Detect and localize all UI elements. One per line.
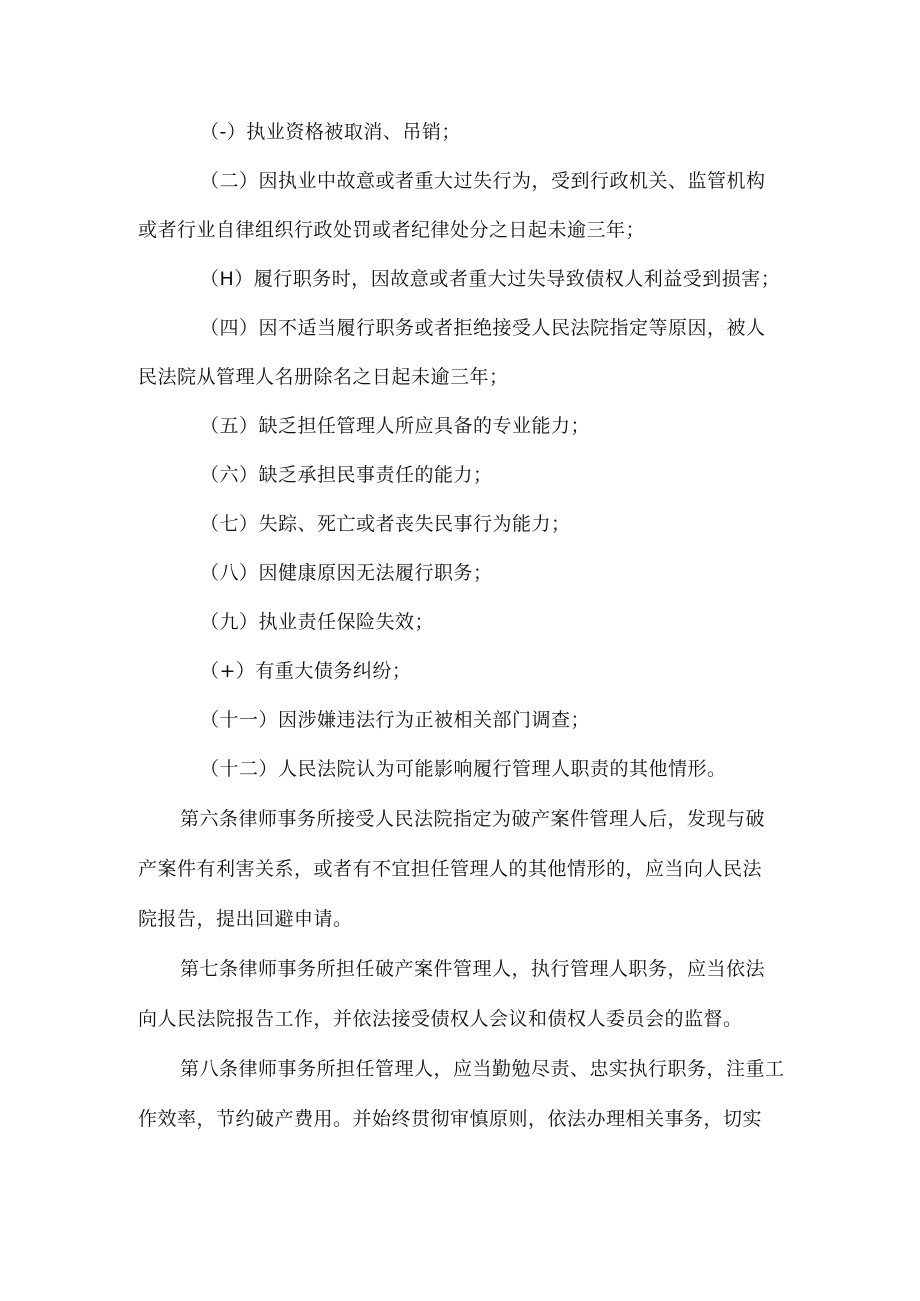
- text-line: （H）履行职务时，因故意或者重大过失导致债权人利益受到损害；: [200, 268, 781, 290]
- text-line: （二）因执业中故意或者重大过失行为，受到行政机关、监管机构: [200, 170, 766, 192]
- text-line: 第八条律师事务所担任管理人，应当勤勉尽责、忠实执行职务，注重工: [180, 1058, 785, 1080]
- text-line: 向人民法院报告工作，并依法接受债权人会议和债权人委员会的监督。: [138, 1008, 743, 1030]
- text-line: 民法院从管理人名册除名之日起未逾三年；: [138, 366, 509, 388]
- text-line: （八）因健康原因无法履行职务；: [200, 562, 493, 584]
- text-line: 院报告，提出回避申请。: [138, 908, 353, 930]
- text-line: 第七条律师事务所担任破产案件管理人，执行管理人职务，应当依法: [180, 958, 766, 980]
- text-line: （+）有重大债务纠纷；: [200, 660, 412, 682]
- text-line: （四）因不适当履行职务或者拒绝接受人民法院指定等原因，被人: [200, 317, 766, 339]
- text-line: 产案件有利害关系，或者有不宜担任管理人的其他情形的，应当向人民法: [138, 858, 763, 880]
- text-line: 第六条律师事务所接受人民法院指定为破产案件管理人后，发现与破: [180, 808, 766, 830]
- text-line: （十二）人民法院认为可能影响履行管理人职责的其他情形。: [200, 758, 727, 780]
- text-line: （九）执业责任保险失效；: [200, 611, 435, 633]
- text-line: （-）执业资格被取消、吊销；: [200, 121, 461, 143]
- text-line: 或者行业自律组织行政处罚或者纪律处分之日起未逾三年；: [138, 219, 646, 241]
- text-line: （六）缺乏承担民事责任的能力；: [200, 464, 493, 486]
- text-line: （五）缺乏担任管理人所应具备的专业能力；: [200, 415, 591, 437]
- text-line: （七）失踪、死亡或者丧失民事行为能力；: [200, 513, 571, 535]
- text-line: 作效率，节约破产费用。并始终贯彻审慎原则，依法办理相关事务，切实: [138, 1108, 763, 1130]
- text-line: （十一）因涉嫌违法行为正被相关部门调查；: [200, 709, 591, 731]
